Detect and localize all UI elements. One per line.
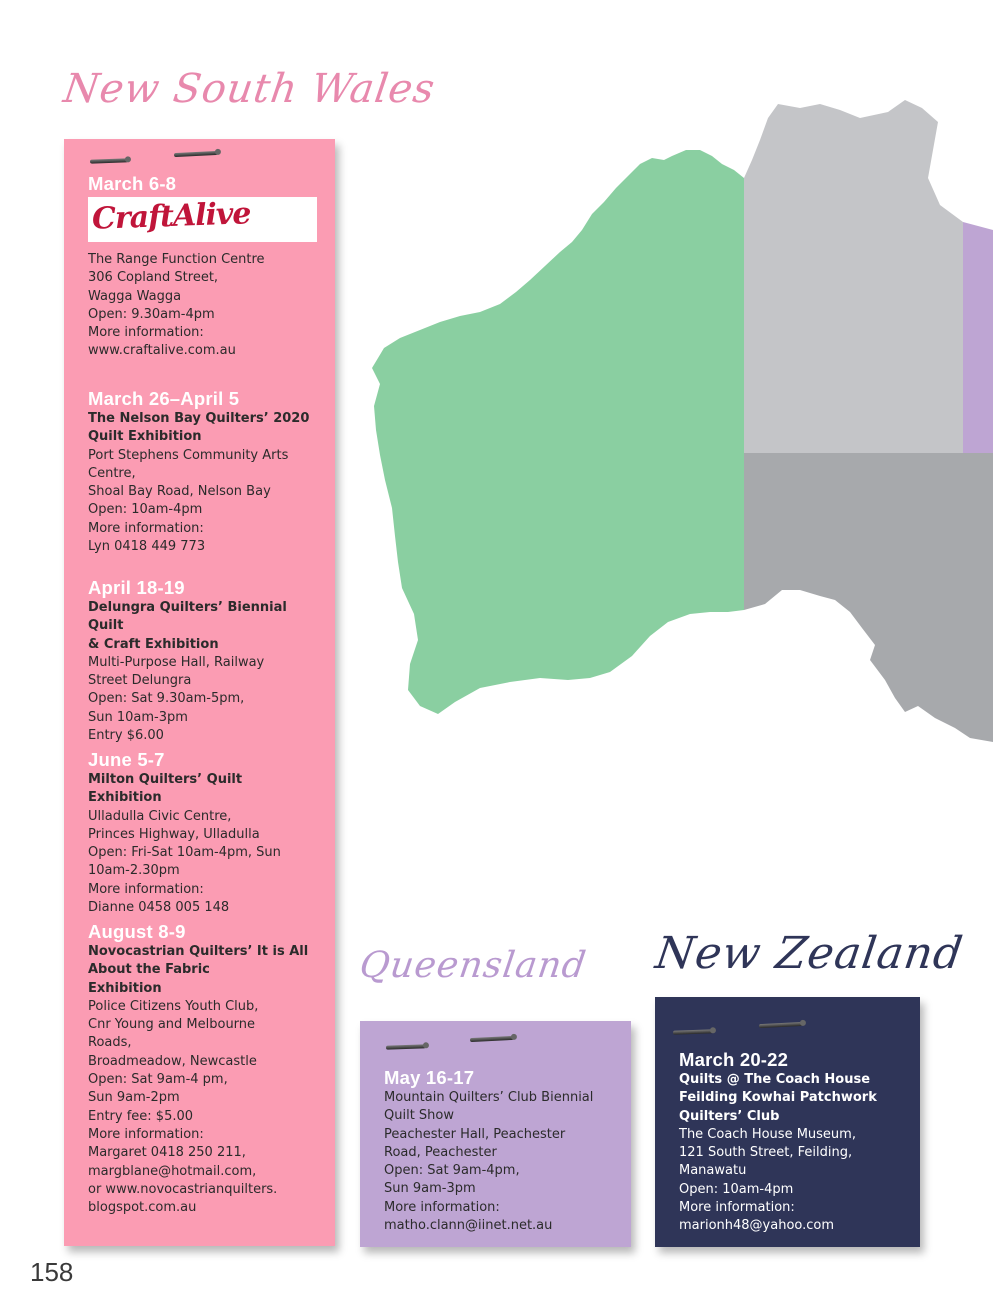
event-detail-line: Street Delungra xyxy=(88,673,192,689)
event-detail-line: More information: xyxy=(384,1199,500,1215)
event-detail-line: Lyn 0418 449 773 xyxy=(88,539,206,555)
event-detail-line: Margaret 0418 250 211, xyxy=(88,1145,246,1161)
event-website-link[interactable]: www.craftalive.com.au xyxy=(88,343,236,359)
heading-queensland: Queensland xyxy=(357,945,590,986)
event-detail-line: Cnr Young and Melbourne xyxy=(88,1017,256,1033)
qld-event-1 xyxy=(384,1067,616,1235)
nsw-event-4 xyxy=(88,749,320,917)
event-email-link[interactable]: margblane@hotmail.com, xyxy=(88,1163,257,1179)
event-detail-line: Ulladulla Civic Centre, xyxy=(88,808,232,824)
event-detail-line: Mountain Quilters’ Club Biennial xyxy=(384,1090,594,1105)
map-region-qld xyxy=(963,222,993,453)
event-detail-line: The Coach House Museum, xyxy=(679,1126,856,1142)
nz-events-card xyxy=(655,997,920,1247)
event-detail-line: Sun 9am-2pm xyxy=(88,1090,180,1106)
page-number: 158 xyxy=(30,1257,74,1287)
craftalive-logo xyxy=(88,197,317,242)
nz-event-1 xyxy=(679,1049,911,1236)
event-detail-line: Sun 9am-3pm xyxy=(384,1181,476,1197)
event-detail-line: Peachester Hall, Peachester xyxy=(384,1126,566,1142)
event-detail-line: Broadmeadow, Newcastle xyxy=(88,1053,257,1069)
map-region-nt xyxy=(744,100,963,453)
event-detail-line: Open: Sat 9am-4 pm, xyxy=(88,1072,228,1088)
event-detail-line: Open: 9.30am-4pm xyxy=(88,306,215,322)
nsw-event-1-details xyxy=(88,251,320,361)
event-title: Delungra Quilters’ Biennial Quilt xyxy=(88,600,287,634)
event-detail-line: Roads, xyxy=(88,1035,132,1051)
heading-new-south-wales: New South Wales xyxy=(60,66,439,112)
map-region-wa xyxy=(372,150,744,714)
event-detail-line: More information: xyxy=(88,881,204,897)
event-detail-line: Multi-Purpose Hall, Railway xyxy=(88,654,265,670)
event-detail-line: Entry $6.00 xyxy=(88,728,164,744)
event-detail-line: Entry fee: $5.00 xyxy=(88,1108,194,1124)
event-detail-line: Wagga Wagga xyxy=(88,288,182,304)
event-detail-line: Shoal Bay Road, Nelson Bay xyxy=(88,484,271,500)
event-title: The Nelson Bay Quilters’ 2020 xyxy=(88,411,310,426)
event-detail-line: Dianne 0458 005 148 xyxy=(88,900,230,916)
pin-icon xyxy=(673,1029,713,1034)
pin-icon xyxy=(386,1044,426,1049)
event-title: Quilts @ The Coach House xyxy=(679,1072,871,1087)
heading-new-zealand: New Zealand xyxy=(652,928,967,979)
event-email-link[interactable]: matho.clann@iinet.net.au xyxy=(384,1218,553,1234)
event-title: Feilding Kowhai Patchwork xyxy=(679,1090,877,1106)
event-detail-line: The Range Function Centre xyxy=(88,252,265,267)
event-date: April 18-19 xyxy=(88,577,185,598)
event-website-link[interactable]: blogspot.com.au xyxy=(88,1200,197,1216)
nsw-event-3 xyxy=(88,577,320,745)
event-detail-line: Sun 10am-3pm xyxy=(88,709,188,725)
event-website-link[interactable]: or www.novocastrianquilters. xyxy=(88,1181,278,1197)
event-detail-line: More information: xyxy=(88,520,204,536)
event-title: Milton Quilters’ Quilt Exhibition xyxy=(88,772,243,806)
event-detail-line: More information: xyxy=(88,1126,204,1142)
nsw-events-card xyxy=(64,139,335,1246)
map-region-sa xyxy=(744,453,993,742)
pin-icon xyxy=(759,1022,803,1028)
pin-icon xyxy=(470,1036,514,1042)
event-date: March 20-22 xyxy=(679,1049,789,1070)
event-title: Novocastrian Quilters’ It is All xyxy=(88,944,309,959)
event-detail-line: Manawatu xyxy=(679,1163,747,1179)
event-detail-line: Centre, xyxy=(88,465,136,481)
event-detail-line: More information: xyxy=(88,325,204,341)
event-detail-line: 121 South Street, Feilding, xyxy=(679,1145,853,1161)
event-title: & Craft Exhibition xyxy=(88,636,219,652)
nsw-event-1 xyxy=(88,173,320,195)
event-detail-line: Princes Highway, Ulladulla xyxy=(88,826,260,842)
event-detail-line: Road, Peachester xyxy=(384,1144,497,1160)
event-detail-line: Quilt Show xyxy=(384,1108,455,1124)
event-detail-line: Open: 10am-4pm xyxy=(679,1181,794,1197)
event-title: Exhibition xyxy=(88,980,162,996)
pin-icon xyxy=(174,151,218,157)
event-detail-line: More information: xyxy=(679,1200,795,1216)
pin-icon xyxy=(90,158,128,163)
event-date: March 6-8 xyxy=(88,173,177,194)
event-detail-line: Open: 10am-4pm xyxy=(88,502,203,518)
event-title: Quilt Exhibition xyxy=(88,429,202,445)
qld-events-card xyxy=(360,1021,631,1247)
event-detail-line: Police Citizens Youth Club, xyxy=(88,998,259,1014)
event-date: March 26–April 5 xyxy=(88,388,240,409)
event-detail-line: 306 Copland Street, xyxy=(88,270,219,286)
craftalive-logo-text: CraftAlive xyxy=(91,196,252,237)
event-date: August 8-9 xyxy=(88,921,186,942)
event-title: About the Fabric xyxy=(88,962,210,978)
event-detail-line: 10am-2.30pm xyxy=(88,863,180,879)
event-date: May 16-17 xyxy=(384,1067,475,1088)
event-detail-line: Port Stephens Community Arts xyxy=(88,447,289,463)
event-detail-line: Open: Sat 9.30am-5pm, xyxy=(88,691,245,707)
event-detail-line: Open: Fri-Sat 10am-4pm, Sun xyxy=(88,845,281,861)
event-date: June 5-7 xyxy=(88,749,165,770)
event-detail-line: Open: Sat 9am-4pm, xyxy=(384,1163,520,1179)
event-title: Quilters’ Club xyxy=(679,1108,780,1124)
nsw-event-5 xyxy=(88,921,320,1217)
nsw-event-2 xyxy=(88,388,320,556)
event-email-link[interactable]: marionh48@yahoo.com xyxy=(679,1218,835,1234)
